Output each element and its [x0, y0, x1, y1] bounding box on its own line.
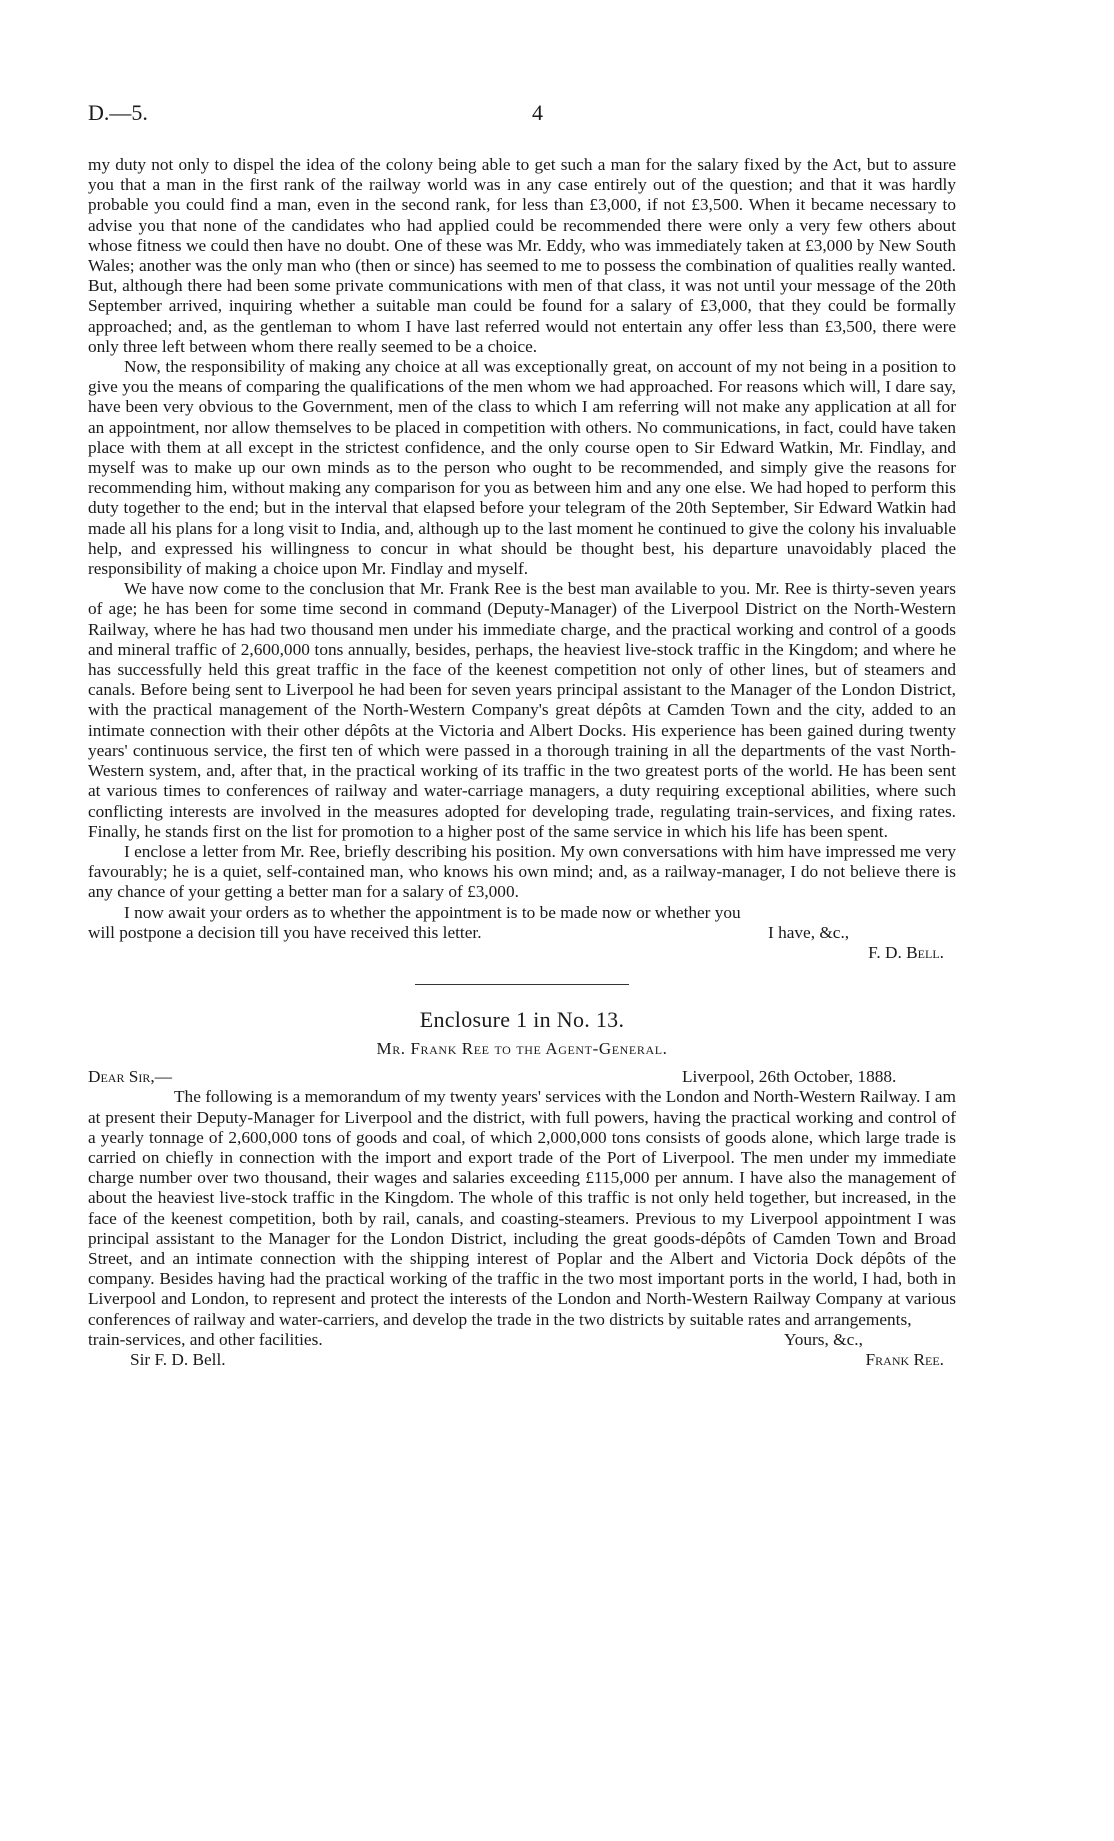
enclosure-signoff: [88, 1350, 956, 1370]
section-divider: [415, 984, 629, 985]
letter-closing: [88, 923, 956, 943]
date-line: Liverpool, 26th October, 1888.: [682, 1067, 897, 1087]
enclosure-title: Enclosure 1 in No. 13.: [419, 1007, 625, 1033]
enclosure-body: The following is a memorandum of my twenty years' services with the London and North-Western Railway. I am at present their Deputy-Manager for Liverpool and the district, with full powers, having the practical working and control of a yearly tonnage of 2,600,000 tons of goods and coal, of which 2,000,000 tons consists of goods alone, which large trade is carried on chiefly in connection with the import and export trade of the Port of Liverpool. The men under my immediate charge number over two thousand, their wages and salaries exceeding £115,000 per annum. I have also the management of about the heaviest live-stock traffic in the Kingdom. The whole of this traffic is not only held together, but increased, in the face of the keenest competition, both by rail, canals, and coasting-steamers. Previous to my Liverpool appointment I was principal assistant to the Manager for the London District, including the great goods-dépôts of Camden Town and Broad Street, and an intimate connection with the shipping interest of Poplar and the Albert and Victoria Dock dépôts of the company. Besides having had the practical working of the traffic in the two most important ports in the world, I had, both in Liverpool and London, to represent and protect the interests of the London and North-Western Railway Company at various conferences of railway and water-carriers, and develop the trade in the two districts by suitable rates and arrangements,: [88, 1087, 956, 1329]
page-body: [88, 155, 956, 1370]
letter-paragraph: I enclose a letter from Mr. Ree, briefly describing his position. My own conversations with him have impressed me very favourably; he is a quiet, self-contained man, who knows his own mind; and, as a railway-manager, I do not believe there is any chance of your getting a better man for a salary of £3,000.: [88, 841, 956, 902]
enclosure-subtitle: Mr. Frank Ree to the Agent-General.: [376, 1039, 668, 1059]
enclosure-signature: Frank Ree.: [865, 1349, 944, 1369]
closing-phrase: Yours, &c.,: [784, 1329, 863, 1349]
letter-signature: F. D. Bell.: [868, 942, 944, 962]
page-header: [88, 100, 1023, 136]
enclosure-closing: [88, 1330, 956, 1350]
closing-sentence: will postpone a decision till you have received this letter.: [88, 922, 482, 942]
letter-paragraph: Now, the responsibility of making any choice at all was exceptionally great, on account of my not being in a position to give you the means of comparing the qualifications of the men whom we had approached. For reasons which will, I dare say, have been very obvious to the Government, men of the class to which I am referring will not make any application at all for an appointment, nor allow themselves to be placed in competition with others. No communications, in fact, could have taken place with them at all except in the strictest confidence, and the only course open to Sir Edward Watkin, Mr. Findlay, and myself was to make up our own minds as to the person who ought to be recommended, and simply give the reasons for recommending him, without making any comparison for you as between him and any one else. We had hoped to perform this duty together to the end; but in the interval that elapsed before your telegram of the 20th September, Sir Edward Watkin had made all his plans for a long visit to India, and, although up to the last moment he continued to give the colony his invaluable help, and expressed his willingness to concur in what should be thought best, his departure unavoidably placed the responsibility of making a choice upon Mr. Findlay and myself.: [88, 357, 956, 579]
salutation: Dear Sir,—: [88, 1067, 173, 1087]
letter-paragraph: my duty not only to dispel the idea of the colony being able to get such a man for the salary fixed by the Act, but to assure you that a man in the first rank of the railway world was in any case entirely out of the question; and that it was hardly probable you could find a man, even in the second rank, for less than £3,000, if not £3,500. When it became necessary to advise you that none of the candidates who had applied could be recommended there were only a very few others about whose fitness we could then have no doubt. One of these was Mr. Eddy, who was immediately taken at £3,000 by New South Wales; another was the only man who (then or since) has seemed to me to possess the combination of qualities really wanted. But, although there had been some private communications with men of that class, it was not until your message of the 20th September arrived, inquiring whether a suitable man could be found for a salary of £3,000, that they could be formally approached; and, as the gentleman to whom I have last referred would not entertain any offer less than £3,500, there were only three left between whom there really seemed to be a choice.: [88, 155, 956, 356]
salutation-row: [88, 1067, 956, 1087]
closing-phrase: I have, &c.,: [768, 922, 850, 942]
letter-paragraph: I now await your orders as to whether the appointment is to be made now or whether you: [124, 902, 741, 922]
letter-paragraph: We have now come to the conclusion that Mr. Frank Ree is the best man available to you. Mr. Ree is thirty-seven years of age; he has been for some time second in command (Deputy-Manager) of the Liverpool District on the North-Western Railway, where he has had two thousand men under his immediate charge, and the practical working and control of a goods and mineral traffic of 2,600,000 tons annually, besides, perhaps, the heaviest live-stock traffic in the Kingdom; and where he has successfully held this great traffic in the face of the keenest competition not only of other lines, but of steamers and canals. Before being sent to Liverpool he had been for seven years principal assistant to the Manager of the London District, with the practical management of the North-Western Company's great dépôts at Camden Town and the city, added to an intimate connection with their other dépôts at the Victoria and Albert Docks. His experience has been gained during twenty years' continuous service, the first ten of which were passed in a thorough training in all the departments of the vast North-Western system, and, after that, in the practical working of its traffic in the two greatest ports of the world. He has been sent at various times to conferences of railway and water-carriage managers, a duty requiring exceptional abilities, where such conflicting interests are involved in the measures adopted for developing trade, regulating train-services, and fixing rates. Finally, he stands first on the list for promotion to a higher post of the same service in which his life has been spent.: [88, 579, 956, 841]
page-number: 4: [532, 100, 543, 125]
addressee: Sir F. D. Bell.: [130, 1349, 226, 1369]
closing-sentence: train-services, and other facilities.: [88, 1329, 323, 1349]
document-reference: D.—5.: [88, 100, 148, 125]
